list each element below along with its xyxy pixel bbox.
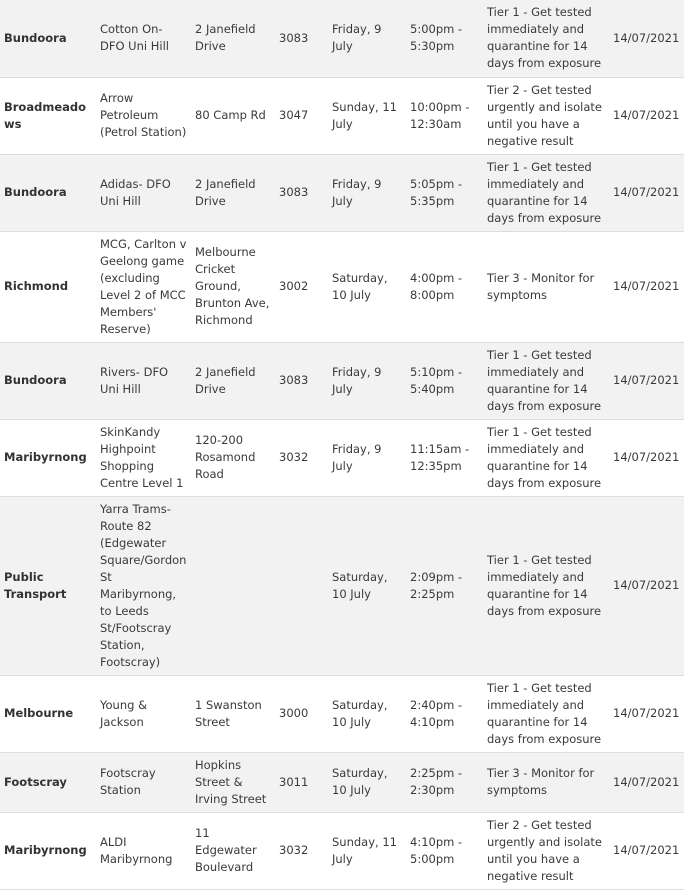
added-date-cell: 14/07/2021 bbox=[613, 843, 680, 857]
postcode-cell: 3000 bbox=[279, 706, 309, 720]
address-cell: 80 Camp Rd bbox=[195, 108, 266, 122]
exposure-time-cell: 4:10pm - 5:00pm bbox=[410, 834, 463, 866]
exposure-time-cell: 2:40pm - 4:10pm bbox=[410, 697, 463, 729]
exposure-date-cell: Sunday, 11 July bbox=[332, 834, 397, 866]
address-cell: 2 Janefield Drive bbox=[195, 176, 256, 208]
notes-cell: Tier 1 - Get tested immediately and quarantine for 14 days from exposure bbox=[487, 424, 602, 490]
exposure-time-cell: 4:00pm - 8:00pm bbox=[410, 270, 463, 302]
address-cell: 2 Janefield Drive bbox=[195, 364, 256, 396]
address-cell: Hopkins Street & Irving Street bbox=[195, 757, 267, 806]
postcode-cell: 3032 bbox=[279, 843, 309, 857]
suburb-cell: Maribyrnong bbox=[4, 450, 87, 464]
exposure-date-cell: Saturday, 10 July bbox=[332, 766, 388, 797]
address-cell: 11 Edgewater Boulevard bbox=[195, 826, 257, 874]
exposure-time-cell: 10:00pm - 12:30am bbox=[410, 99, 470, 131]
exposure-date-cell: Friday, 9 July bbox=[332, 176, 382, 208]
exposure-time-cell: 5:10pm - 5:40pm bbox=[410, 364, 463, 396]
table-row bbox=[0, 154, 684, 231]
notes-cell: Tier 1 - Get tested immediately and quarantine for 14 days from exposure bbox=[487, 5, 602, 71]
suburb-cell: Melbourne bbox=[4, 706, 74, 720]
suburb-cell: Bundoora bbox=[4, 185, 67, 199]
site-cell: MCG, Carlton v Geelong game (excluding Level 2 of MCC Members' Reserve) bbox=[100, 236, 187, 336]
postcode-cell: 3083 bbox=[279, 30, 309, 45]
site-cell: ALDI Maribyrnong bbox=[100, 834, 173, 866]
table-row bbox=[0, 752, 684, 812]
notes-cell: Tier 1 - Get tested immediately and quarantine for 14 days from exposure bbox=[487, 552, 602, 618]
address-cell bbox=[192, 496, 276, 675]
suburb-cell: Bundoora bbox=[4, 30, 67, 45]
postcode-cell: 3047 bbox=[279, 108, 309, 122]
notes-cell: Tier 1 - Get tested immediately and quarantine for 14 days from exposure bbox=[487, 347, 602, 413]
table-row bbox=[0, 77, 684, 154]
postcode-cell: 3002 bbox=[279, 279, 309, 293]
postcode-cell: 3032 bbox=[279, 450, 309, 464]
exposure-date-cell: Saturday, 10 July bbox=[332, 697, 388, 729]
table-row bbox=[0, 342, 684, 419]
table-row bbox=[0, 675, 684, 752]
suburb-cell: Richmond bbox=[4, 279, 69, 293]
suburb-cell: Footscray bbox=[4, 774, 67, 789]
site-cell: Arrow Petroleum (Petrol Station) bbox=[100, 91, 187, 139]
added-date-cell: 14/07/2021 bbox=[613, 774, 680, 789]
address-cell: 1 Swanston Street bbox=[195, 697, 262, 729]
table-row bbox=[0, 419, 684, 496]
site-cell: Yarra Trams- Route 82 (Edgewater Square/Gordon St Maribyrnong, to Leeds St/Footscray Station, Footscray) bbox=[100, 501, 187, 669]
site-cell: Cotton On- DFO Uni Hill bbox=[100, 22, 169, 54]
site-cell: Young & Jackson bbox=[100, 697, 148, 729]
exposure-date-cell: Sunday, 11 July bbox=[332, 99, 397, 131]
site-cell: Rivers- DFO Uni Hill bbox=[100, 364, 169, 396]
exposure-time-cell: 2:25pm - 2:30pm bbox=[410, 766, 463, 797]
postcode-cell: 3011 bbox=[279, 774, 309, 789]
postcode-cell: 3083 bbox=[279, 373, 309, 387]
added-date-cell: 14/07/2021 bbox=[613, 578, 680, 592]
table-row bbox=[0, 812, 684, 889]
postcode-cell: 3083 bbox=[279, 185, 309, 199]
exposure-date-cell: Friday, 9 July bbox=[332, 364, 382, 396]
exposure-time-cell: 11:15am - 12:35pm bbox=[410, 441, 470, 473]
site-cell: SkinKandy Highpoint Shopping Centre Level 1 bbox=[100, 424, 184, 490]
added-date-cell: 14/07/2021 bbox=[613, 279, 680, 293]
suburb-cell: Public Transport bbox=[4, 569, 67, 601]
notes-cell: Tier 1 - Get tested immediately and quarantine for 14 days from exposure bbox=[487, 159, 602, 225]
added-date-cell: 14/07/2021 bbox=[613, 373, 680, 387]
added-date-cell: 14/07/2021 bbox=[613, 185, 680, 199]
added-date-cell: 14/07/2021 bbox=[613, 108, 680, 122]
added-date-cell: 14/07/2021 bbox=[613, 450, 680, 464]
exposure-time-cell: 2:09pm - 2:25pm bbox=[410, 569, 463, 601]
notes-cell: Tier 2 - Get tested urgently and isolate until you have a negative result bbox=[487, 82, 602, 148]
exposure-date-cell: Friday, 9 July bbox=[332, 441, 382, 473]
exposure-time-cell: 5:00pm - 5:30pm bbox=[410, 22, 463, 54]
suburb-cell: Maribyrnong bbox=[4, 843, 87, 857]
postcode-cell bbox=[276, 496, 329, 675]
added-date-cell: 14/07/2021 bbox=[613, 30, 680, 45]
address-cell: 2 Janefield Drive bbox=[195, 22, 256, 54]
notes-cell: Tier 2 - Get tested urgently and isolate until you have a negative result bbox=[487, 817, 602, 883]
table-row bbox=[0, 231, 684, 342]
exposure-time-cell: 5:05pm - 5:35pm bbox=[410, 176, 463, 208]
suburb-cell: Broadmeadows bbox=[4, 99, 87, 131]
exposure-date-cell: Saturday, 10 July bbox=[332, 569, 388, 601]
suburb-cell: Bundoora bbox=[4, 373, 67, 387]
site-cell: Footscray Station bbox=[100, 766, 156, 797]
address-cell: 120-200 Rosamond Road bbox=[195, 433, 256, 481]
notes-cell: Tier 1 - Get tested immediately and quarantine for 14 days from exposure bbox=[487, 680, 602, 746]
address-cell: Melbourne Cricket Ground, Brunton Ave, Richmond bbox=[195, 245, 270, 327]
exposure-date-cell: Friday, 9 July bbox=[332, 22, 382, 54]
site-cell: Adidas- DFO Uni Hill bbox=[100, 176, 171, 208]
added-date-cell: 14/07/2021 bbox=[613, 706, 680, 720]
exposure-date-cell: Saturday, 10 July bbox=[332, 270, 388, 302]
notes-cell: Tier 3 - Monitor for symptoms bbox=[487, 270, 595, 302]
table-row bbox=[0, 0, 684, 77]
table-row bbox=[0, 496, 684, 675]
notes-cell: Tier 3 - Monitor for symptoms bbox=[487, 766, 595, 797]
